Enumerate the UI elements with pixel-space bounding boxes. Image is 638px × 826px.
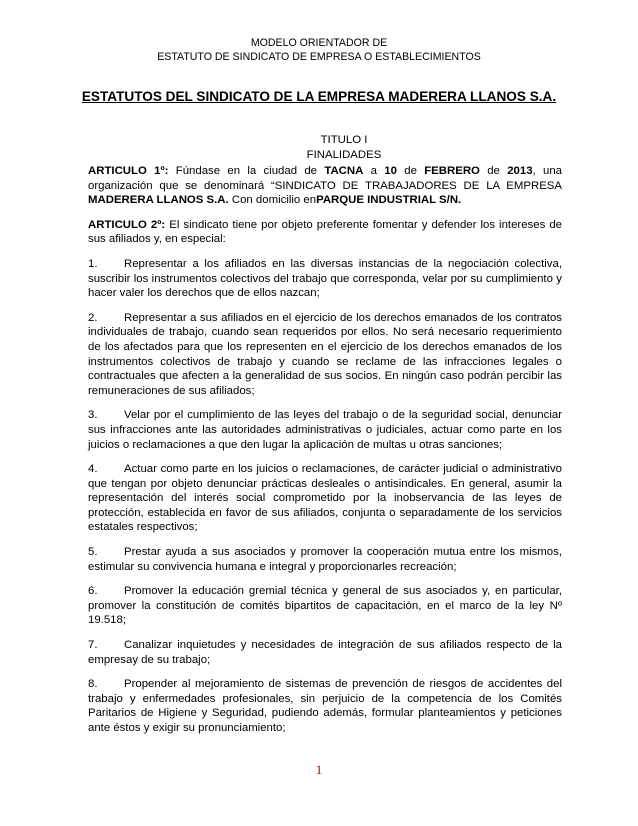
section-heading <box>0 133 638 163</box>
list-item-number: 5. <box>88 546 98 559</box>
article-1 <box>88 164 562 208</box>
list-item <box>88 257 562 301</box>
section-number: TITULO I <box>320 134 368 146</box>
article-1-text: a <box>363 165 385 177</box>
list-item <box>88 462 562 535</box>
list-item-text: Representar a sus afiliados en el ejercicio de los derechos emanados de los contratos individuales de trabajo, cuando sean requeridos por ellos. No será necesario requerimiento de los afectados para que los representen en el ejercicio de los derechos emanados de los instrumentos colectivos de trabajo y cuando se reclame de las infracciones legales o contractuales que afecten a la generalidad de sus socios. En ningún caso podrán percibir las remuneraciones de sus afiliados; <box>88 311 562 397</box>
list-item-number: 2. <box>88 311 98 324</box>
list-item-text: Prestar ayuda a sus asociados y promover la cooperación mutua entre los mismos, estimular su convivencia humana e integral y proporcionarles recreación; <box>88 546 562 573</box>
article-2 <box>88 218 562 247</box>
article-1-text: Con domicilio en <box>228 194 317 207</box>
list-item-number: 7. <box>88 639 98 652</box>
article-1-day: 10 <box>384 165 397 177</box>
list-item-text: Actuar como parte en los juicios o reclamaciones, de carácter judicial o administrativo que tengan por objeto denunciar prácticas desleales o antisindicales. En general, asumir la representación del interés social comprometido por la inobservancia de las leyes de protección, establecida en favor de sus afiliados, conjunta o separadamente de los servicios estatales respectivos; <box>88 463 562 534</box>
statute-title: ESTATUTOS DEL SINDICATO DE LA EMPRESA MADERERA LLANOS S.A. <box>81 89 557 104</box>
page-number: 1 <box>315 762 323 777</box>
list-item <box>88 545 562 574</box>
header-line-2: ESTATUTO DE SINDICATO DE EMPRESA O ESTABLECIMIENTOS <box>157 51 481 63</box>
article-1-text: de <box>479 165 508 177</box>
list-item <box>88 311 562 399</box>
list-item-text: Promover la educación gremial técnica y general de sus asociados y, en particular, promover la constitución de comités bipartitos de capacitación, en el marco de la ley Nº 19.518; <box>88 585 562 627</box>
article-1-label: ARTICULO 1º: <box>88 165 169 177</box>
list-item <box>88 638 562 667</box>
article-1-month: FEBRERO <box>424 165 480 177</box>
list-item-number: 3. <box>88 409 98 422</box>
list-item-text: Canalizar inquietudes y necesidades de integración de sus afiliados respecto de la empresay de su trabajo; <box>88 639 562 666</box>
list-item-number: 1. <box>88 257 98 270</box>
article-2-label: ARTICULO 2º: <box>88 218 166 231</box>
list-item-number: 6. <box>88 585 98 598</box>
article-1-company: MADERERA LLANOS S.A. <box>88 194 229 207</box>
list-item <box>88 408 562 452</box>
list-item-text: Propender al mejoramiento de sistemas de prevención de riesgos de accidentes del trabajo y enfermedades profesionales, sin perjuicio de la competencia de los Comités Paritarios de Higiene y Seguridad, pudiendo además, formular planteamientos y peticiones ante éstos y exigir su pronunciamiento; <box>88 678 562 734</box>
list-item-text: Representar a los afiliados en las diversas instancias de la negociación colectiva, suscribir los instrumentos colectivos del trabajo que corresponda, velar por su cumplimiento y hacer valer los derechos que de ellos nazcan; <box>88 257 562 300</box>
article-1-city: TACNA <box>324 165 364 177</box>
list-item <box>88 584 562 628</box>
article-1-text: , una organización que se denominará “SINDICATO DE TRABAJADORES DE LA EMPRESA <box>88 165 562 192</box>
article-1-year: 2013 <box>507 165 533 177</box>
article-1-text: de <box>396 165 425 177</box>
document-header <box>0 36 638 64</box>
article-1-address: PARQUE INDUSTRIAL S/N. <box>316 194 462 207</box>
article-1-text: Fúndase en la ciudad de <box>168 165 325 177</box>
header-line-1: MODELO ORIENTADOR DE <box>250 37 388 49</box>
list-item-number: 4. <box>88 463 98 476</box>
list-item-number: 8. <box>88 678 98 691</box>
document-body <box>88 164 562 746</box>
list-item-text: Velar por el cumplimiento de las leyes del trabajo o de la seguridad social, denunciar sus infracciones ante las autoridades administrativas o judiciales, actuar como parte en los juicios o reclamaciones a que den lugar la aplicación de multas u otras sanciones; <box>88 409 562 451</box>
section-name: FINALIDADES <box>306 149 382 161</box>
article-2-text: El sindicato tiene por objeto preferente fomentar y defender los intereses de sus afiliados y, en especial: <box>88 218 562 246</box>
list-item <box>88 677 562 735</box>
